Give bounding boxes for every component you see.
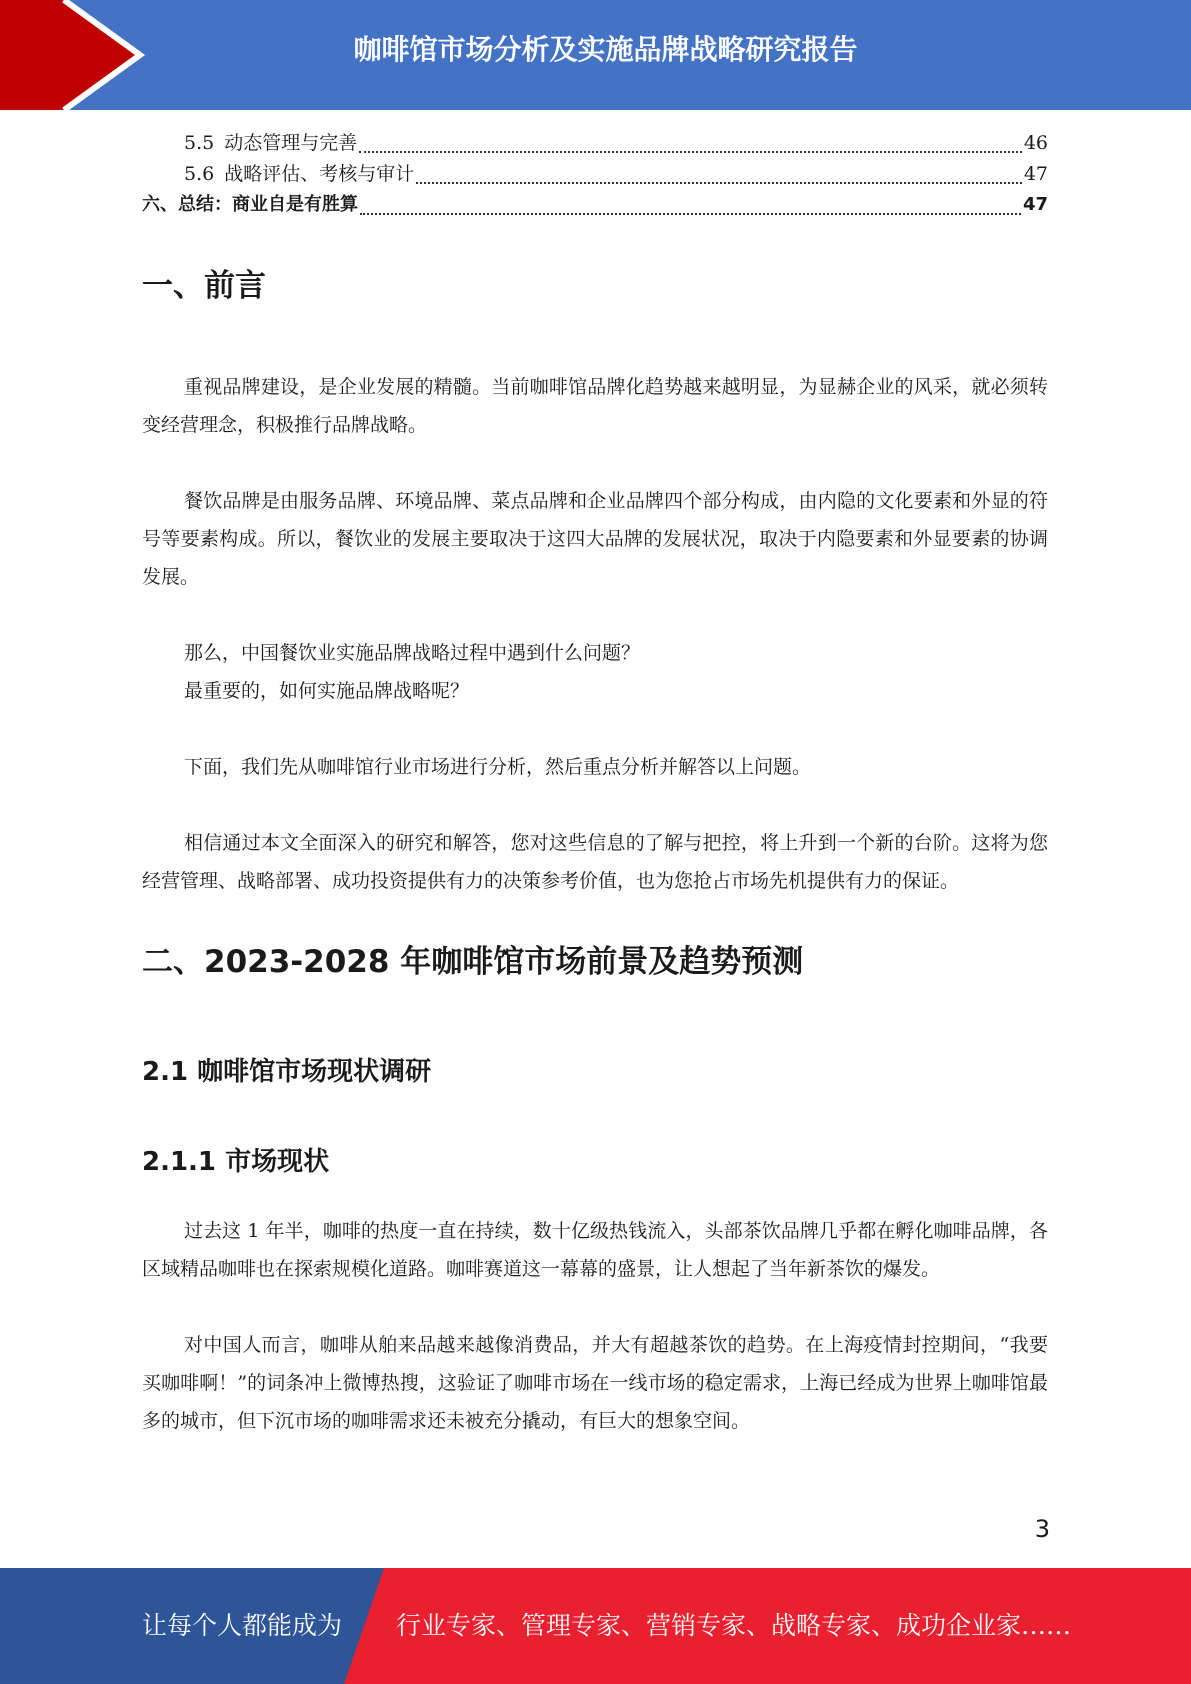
- toc-leader-dots: [359, 151, 1022, 153]
- toc-item[interactable]: [142, 190, 1048, 221]
- paragraph: 餐饮品牌是由服务品牌、环境品牌、菜点品牌和企业品牌四个部分构成，由内隐的文化要素和外显的符号等要素构成。所以，餐饮业的发展主要取决于这四大品牌的发展状况，取决于内隐要素和外显要素的协调发展。: [142, 490, 1048, 588]
- toc-item[interactable]: [142, 159, 1048, 190]
- toc-leader-dots: [360, 213, 1021, 215]
- toc-item-page: 46: [1023, 132, 1048, 154]
- paragraph: 下面，我们先从咖啡馆行业市场进行分析，然后重点分析并解答以上问题。: [184, 756, 812, 778]
- subsection-heading: 2.1 咖啡馆市场现状调研: [142, 1057, 432, 1087]
- paragraph: 过去这 1 年半，咖啡的热度一直在持续，数十亿级热钱流入，头部茶饮品牌几乎都在孵化咖啡品牌，各区域精品咖啡也在探索规模化道路。咖啡赛道这一幕幕的盛景，让人想起了当年新茶饮的爆发。: [142, 1220, 1048, 1280]
- toc-item-number: 5.5: [184, 132, 215, 154]
- toc-item-label: 战略评估、考核与审计: [224, 163, 415, 185]
- toc-item-label: 动态管理与完善: [224, 132, 358, 154]
- page-number: 3: [1034, 1515, 1050, 1543]
- section-heading: 二、2023-2028 年咖啡馆市场前景及趋势预测: [142, 944, 804, 980]
- paragraph: 最重要的，如何实施品牌战略呢？: [184, 680, 470, 702]
- paragraph: 重视品牌建设，是企业发展的精髓。当前咖啡馆品牌化趋势越来越明显，为显赫企业的风采，就必须转变经营理念，积极推行品牌战略。: [142, 376, 1048, 436]
- paragraph: 相信通过本文全面深入的研究和解答，您对这些信息的了解与把控，将上升到一个新的台阶。这将为您经营管理、战略部署、成功投资提供有力的决策参考价值，也为您抢占市场先机提供有力的保证。: [142, 832, 1048, 892]
- toc-item[interactable]: [142, 128, 1048, 159]
- document-body: [142, 258, 1048, 1440]
- subsubsection-heading: 2.1.1 市场现状: [142, 1147, 330, 1177]
- toc-item-page: 47: [1023, 163, 1048, 185]
- section-heading: 一、前言: [142, 268, 266, 304]
- footer-slogan-right: 行业专家、管理专家、营销专家、战略专家、成功企业家……: [396, 1611, 1072, 1640]
- toc-leader-dots: [416, 182, 1022, 184]
- toc-item-number: 5.6: [184, 163, 215, 185]
- report-title: 咖啡馆市场分析及实施品牌战略研究报告: [353, 33, 858, 66]
- paragraph: 对中国人而言，咖啡从舶来品越来越像消费品，并大有超越茶饮的趋势。在上海疫情封控期间，“我要买咖啡啊！”的词条冲上微博热搜，这验证了咖啡市场在一线市场的稳定需求，上海已经成为世界上咖啡馆最多的城市，但下沉市场的咖啡需求还未被充分撬动，有巨大的想象空间。: [142, 1334, 1048, 1432]
- table-of-contents: [142, 128, 1048, 221]
- page-header: [0, 0, 1191, 110]
- toc-item-page: 47: [1022, 194, 1048, 215]
- paragraph: 那么，中国餐饮业实施品牌战略过程中遇到什么问题？: [184, 642, 641, 664]
- toc-item-label: 六、总结：商业自是有胜算: [142, 194, 358, 215]
- page-footer: [0, 1568, 1191, 1684]
- footer-slogan-left: 让每个人都能成为: [142, 1611, 343, 1640]
